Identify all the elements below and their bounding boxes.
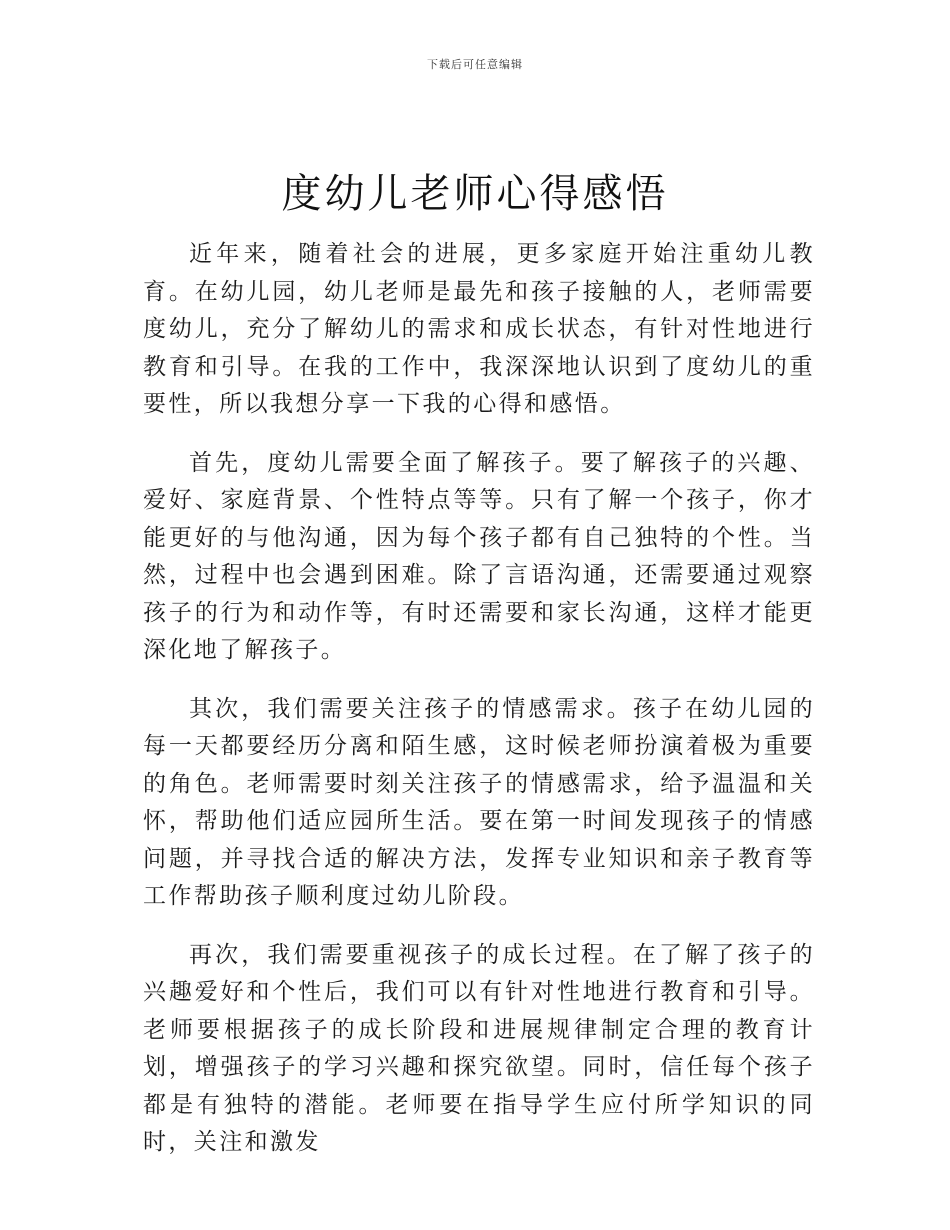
document-title: 度幼儿老师心得感悟	[281, 171, 669, 217]
paragraph-4: 再次，我们需要重视孩子的成长过程。在了解了孩子的兴趣爱好和个性后，我们可以有针对性地进行教育和引导。老师要根据孩子的成长阶段和进展规律制定合理的教育计划，增强孩子的学习兴趣和探究欲望。同时，信任每个孩子都是有独特的潜能。老师要在指导学生应付所学知识的同时，关注和激发	[143, 941, 815, 1155]
header-note: 下载后可任意编辑	[427, 58, 523, 71]
paragraph-1: 近年来，随着社会的进展，更多家庭开始注重幼儿教育。在幼儿园，幼儿老师是最先和孩子接触的人，老师需要度幼儿，充分了解幼儿的需求和成长状态，有针对性地进行教育和引导。在我的工作中，我深深地认识到了度幼儿的重要性，所以我想分享一下我的心得和感悟。	[143, 241, 815, 417]
document-body	[143, 236, 815, 1183]
paragraph-3: 其次，我们需要关注孩子的情感需求。孩子在幼儿园的每一天都要经历分离和陌生感，这时候老师扮演着极为重要的角色。老师需要时刻关注孩子的情感需求，给予温温和关怀，帮助他们适应园所生活。要在第一时间发现孩子的情感问题，并寻找合适的解决方法，发挥专业知识和亲子教育等工作帮助孩子顺利度过幼儿阶段。	[143, 695, 815, 909]
paragraph-2: 首先，度幼儿需要全面了解孩子。要了解孩子的兴趣、爱好、家庭背景、个性特点等等。只有了解一个孩子，你才能更好的与他沟通，因为每个孩子都有自己独特的个性。当然，过程中也会遇到困难。除了言语沟通，还需要通过观察孩子的行为和动作等，有时还需要和家长沟通，这样才能更深化地了解孩子。	[143, 449, 815, 663]
